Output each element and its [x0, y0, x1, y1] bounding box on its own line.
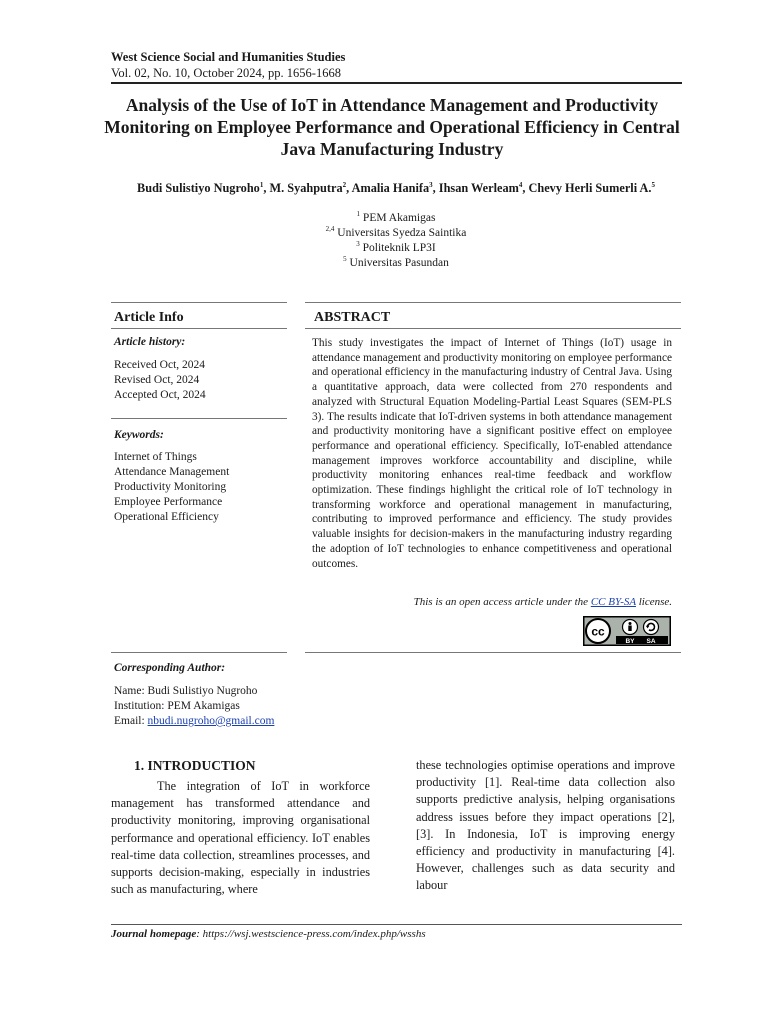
info-top-rule: [111, 302, 287, 303]
keyword-item: Internet of Things: [114, 451, 197, 463]
abstract-bottom-rule: [305, 652, 681, 653]
affiliation-item: $^3$ Politeknik LP3I: [356, 240, 436, 254]
history-rule: [111, 418, 287, 419]
introduction-left-column: The integration of IoT in workforce management has transformed attendance and productivity monitoring, improving organisational performance and operational efficiency. IoT enables real-time data collection, streamlines processes, and supports decision-making, especially in industries such as manufacturing, where: [111, 779, 370, 897]
affiliation-item: $^{2,4}$ Universitas Syedza Saintika: [325, 225, 467, 239]
info-head-rule: [111, 328, 287, 329]
corresponding-name: Name: Budi Sulistiyo Nugroho: [114, 685, 258, 697]
journal-homepage-label: Journal homepage: [111, 928, 197, 940]
introduction-heading: 1. INTRODUCTION: [134, 758, 256, 773]
author-sup: 3: [429, 180, 433, 189]
abstract-head-rule: [305, 328, 681, 329]
article-history: [114, 358, 206, 403]
abstract-top-rule: [305, 302, 681, 303]
author-name: Budi Sulistiyo Nugroho: [137, 181, 260, 195]
corresponding-institution: Institution: PEM Akamigas: [114, 700, 240, 712]
introduction-right-column: these technologies optimise operations and improve productivity [1]. Real-time data collection also supports predictive analysis, helping organisations address issues before they impact operations [2], [3]. In Indonesia, IoT is improving energy efficiency and productivity in manufacturing [4]. However, challenges such as data security and labour: [416, 758, 675, 893]
received-date: Received Oct, 2024: [114, 359, 206, 371]
journal-homepage-url[interactable]: : https://wsj.westscience-press.com/index.php/wsshs: [196, 928, 426, 940]
author-name: Ihsan Werleam: [438, 181, 519, 195]
article-history-label: Article history:: [114, 336, 186, 348]
keyword-item: Operational Efficiency: [114, 511, 219, 523]
badge-sa-label: SA: [646, 638, 656, 645]
corresponding-email-line: Email: nbudi.nugroho@gmail.com: [114, 715, 275, 727]
paper-title: Analysis of the Use of IoT in Attendance Management and Productivity Monitoring on Employee Performance and Operational Efficiency in Central Java Manufacturing Industry: [104, 95, 680, 159]
keyword-item: Employee Performance: [114, 496, 223, 508]
author-name: Amalia Hanifa: [351, 181, 430, 195]
author-name: M. Syahputra: [269, 181, 343, 195]
cc-by-sa-badge-icon[interactable]: [583, 616, 671, 646]
author-list: Budi Sulistiyo Nugroho$^1$, M. Syahputra$^2$, Amalia Hanifa$^3$, Ihsan Werleam$^4$, Chevy Herli Sumerli A.$^5$: [137, 180, 655, 195]
author-sup: 1: [259, 180, 264, 189]
journal-homepage: [111, 928, 426, 940]
license-link[interactable]: CC BY-SA: [590, 596, 636, 608]
affiliation-item: $^5$ Universitas Pasundan: [343, 255, 449, 269]
journal-name: West Science Social and Humanities Studies: [111, 50, 346, 64]
journal-volume-info: Vol. 02, No. 10, October 2024, pp. 1656-1668: [111, 66, 341, 80]
abstract-text: This study investigates the impact of Internet of Things (IoT) usage in attendance management and productivity monitoring on employee performance and operational efficiency in the manufacturing industry of Central Java. Using a quantitative approach, data were collected from 270 respondents and analyzed with Structural Equation Modeling-Partial Least Squares (SEM-PLS 3). The results indicate that IoT-driven systems in both attendance management and productivity monitoring have a significant positive effect on employee performance and operational efficiency. Specifically, IoT-enabled attendance management improves workforce accountability and discipline, while productivity monitoring enhances real-time feedback and workflow optimization. These findings highlight the critical role of IoT technology in transforming workforce and operational management in manufacturing, contributing to improved performance and efficiency. The study provides valuable insights for decision-makers in the manufacturing industry regarding the adoption of IoT technologies to enhance competitiveness and operational outcomes.: [312, 337, 672, 570]
abstract-heading: ABSTRACT: [314, 310, 391, 325]
license-statement: This is an open access article under the CC BY-SA license.: [413, 596, 672, 608]
keyword-list: [114, 450, 229, 525]
revised-date: Revised Oct, 2024: [114, 374, 200, 386]
keyword-item: Attendance Management: [114, 466, 230, 478]
svg-text:cc: cc: [591, 624, 605, 639]
keywords-label: Keywords:: [114, 429, 164, 441]
author-sup: 5: [651, 180, 655, 189]
author-sup: 4: [518, 180, 523, 189]
keyword-item: Productivity Monitoring: [114, 481, 227, 493]
author-sup: 2: [342, 180, 347, 189]
accepted-date: Accepted Oct, 2024: [114, 389, 206, 401]
author-name: Chevy Herli Sumerli A.: [528, 181, 652, 195]
footer-rule: [111, 924, 682, 925]
affiliation-item: $^1$ PEM Akamigas: [356, 210, 436, 224]
affiliation-list: [108, 211, 684, 271]
header-rule: [111, 82, 682, 84]
article-info-heading: Article Info: [114, 310, 184, 325]
badge-by-label: BY: [625, 638, 635, 645]
corresponding-author-label: Corresponding Author:: [114, 662, 226, 674]
email-link[interactable]: nbudi.nugroho@gmail.com: [147, 715, 275, 727]
corresponding-author-details: [114, 684, 274, 729]
info-bottom-rule: [111, 652, 287, 653]
